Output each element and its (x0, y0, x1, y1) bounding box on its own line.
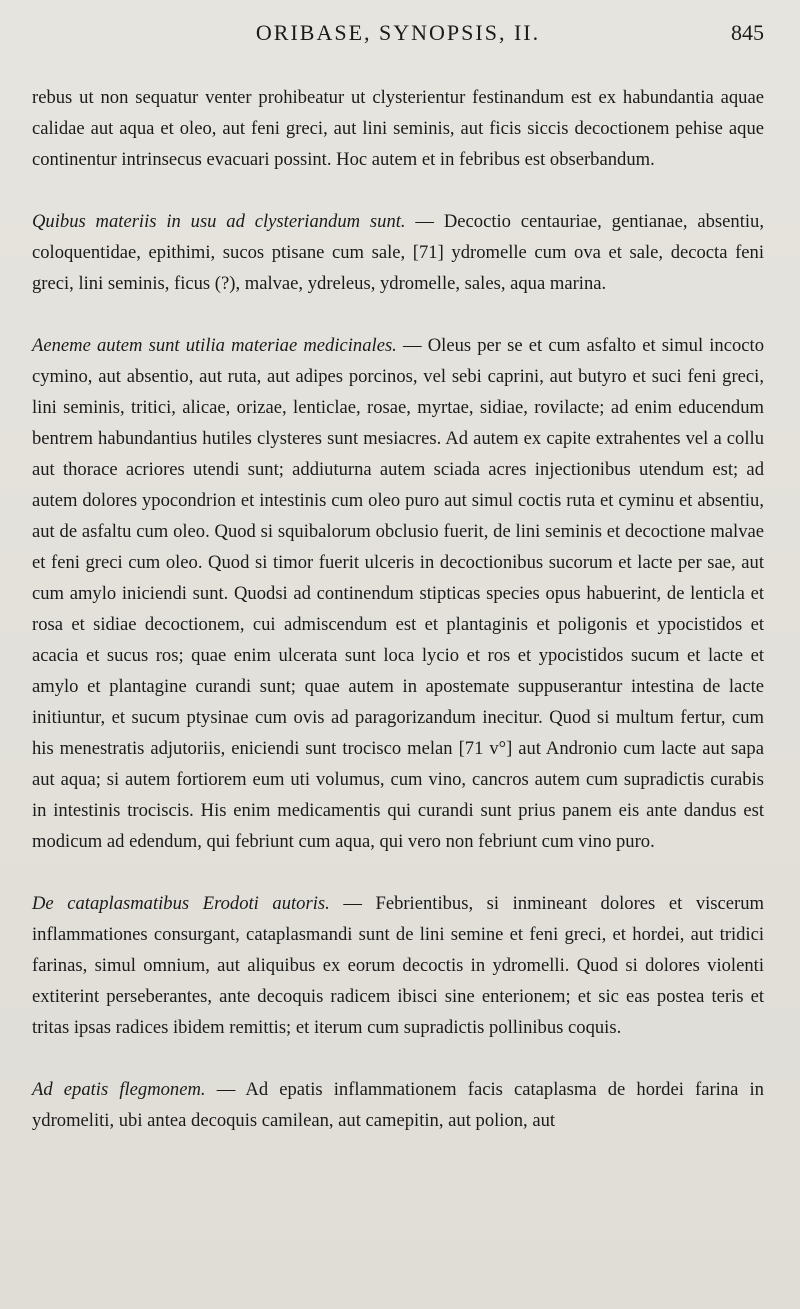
paragraph-text: — Febrientibus, si inmineant dolores et viscerum inflammationes consurgant, cataplasmandi sunt de lini semine et feni greci, et hordei, aut tridici farinas, simul omnium, aut aliquibus ex eorum decoctis in ydromelli. Quod si dolores violenti extiterint perseberantes, ante decoquis radicem ibisci sine enterionem; et sic eas postea teris et tritas ipsas radices ibidem remittis; et iterum cum supradictis pollinibus coquis. (32, 893, 764, 1038)
paragraph-text: rebus ut non sequatur venter prohibeatur ut clysterientur festinandum est ex habundantia aquae calidae aut aqua et oleo, aut feni greci, aut lini seminis, aut ficis siccis decoctionem pehise aque continentur intrinsecus evacuari possint. Hoc autem et in febribus est obserbandum. (32, 87, 764, 170)
paragraph (32, 888, 764, 1043)
paragraph (32, 206, 764, 299)
page-header (32, 20, 764, 54)
paragraph-heading: Quibus materiis in usu ad clysteriandum sunt. (32, 211, 406, 232)
paragraph-text: — Decoctio centauriae, gentianae, absentiu, coloquentidae, epithimi, sucos ptisane cum sale, [71] ydromelle cum ova et sale, decocta feni greci, lini seminis, ficus (?), malvae, ydreleus, ydromelle, sales, aqua marina. (32, 211, 764, 294)
paragraph (32, 330, 764, 857)
page-number: 845 (731, 20, 764, 45)
running-title: ORIBASE, SYNOPSIS, II. (255, 20, 541, 45)
paragraph-heading: Ad epatis flegmonem. (32, 1079, 206, 1100)
paragraph-heading: Aeneme autem sunt utilia materiae medicinales. (32, 335, 397, 356)
paragraph-text: — Ad epatis inflammationem facis cataplasma de hordei farina in ydromeliti, ubi antea decoquis camilean, aut camepitin, aut polion, aut (32, 1079, 764, 1131)
paragraph (32, 82, 764, 175)
body-text (32, 82, 764, 1136)
paragraph (32, 1074, 764, 1136)
paragraph-text: — Oleus per se et cum asfalto et simul incocto cymino, aut absentio, aut ruta, aut adipes porcinos, vel sebi caprini, aut butyro et suci feni greci, lini seminis, tritici, alicae, orizae, lenticlae, rosae, myrtae, sidiae, rovilacte; ad enim educendum bentrem habundantius hutiles clysteres sunt mesiacres. Ad autem ex capite extrahentes vel a collu aut thorace acriores utendi sunt; addiuturna autem sciada acres injectionibus utendum est; ad autem dolores ypocondrion et intestinis cum oleo puro aut simul coctis ruta et cyminu et absentiu, aut de asfaltu cum oleo. Quod si squibalorum obclusio fuerit, de lini seminis et decoctione malvae et feni greci cum oleo. Quod si timor fuerit ulceris in decoctionibus sucorum et lacte per sae, aut cum amylo iniciendi sunt. Quodsi ad continendum stipticas species opus habuerint, de lenticla et rosa et sidiae decoctionem, cui admiscendum est et plantaginis et poligonis et ypocistidos et acacia et sucus ros; quae enim ulcerata sunt loca lycio et ros et ypocistidos sucum et lacte et amylo et plantagine curandi sunt; quae autem in apostemate suppuserantur intestina de lacte initiuntur, et sucum ptysinae cum ovis ad paragorizandum inecitur. Quod si multum fertur, cum his menestratis adjutoriis, eniciendi sunt trocisco melan [71 v°] aut Andronio cum lacte aut sapa aut aqua; si autem fortiorem eum uti volumus, cum vino, cancros autem cum supradictis curabis in intestinis trociscis. His enim medicamentis qui curandi sunt prius panem eis ante dandus est modicum ad edendum, qui febriunt cum aqua, qui vero non febriunt cum vino puro. (32, 335, 764, 852)
paragraph-heading: De cataplasmatibus Erodoti autoris. (32, 893, 330, 914)
